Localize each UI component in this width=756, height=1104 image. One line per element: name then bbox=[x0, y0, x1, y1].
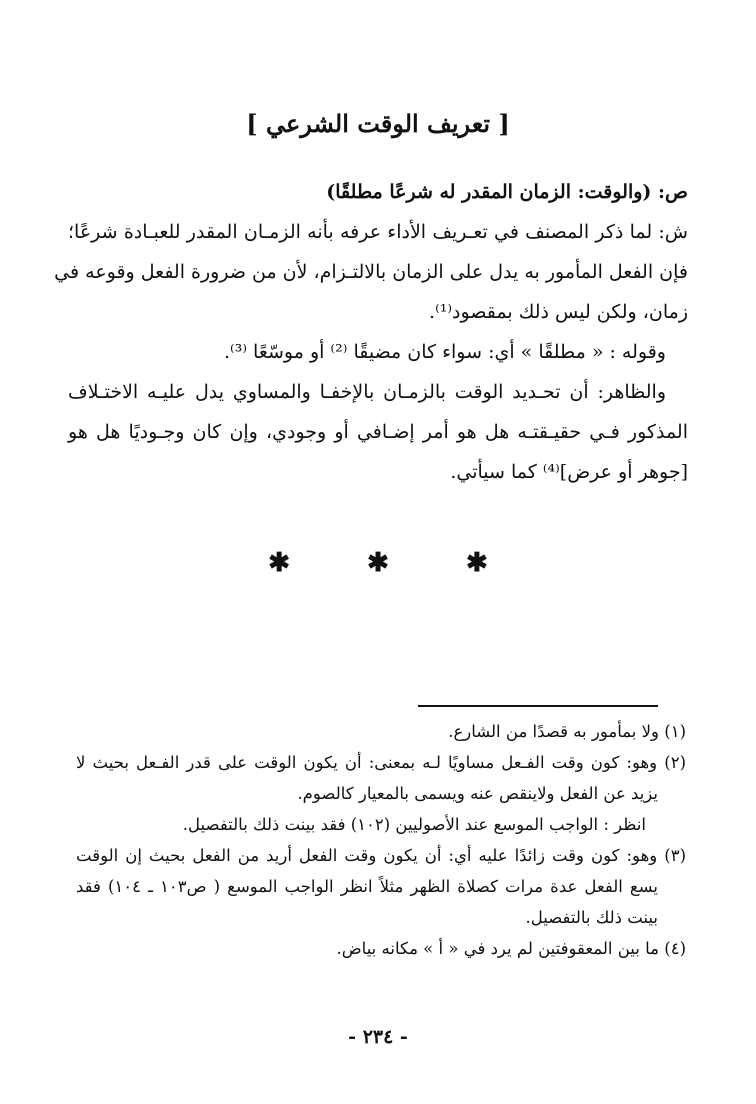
asterisk-icon: ✱ bbox=[465, 548, 488, 578]
text-line: المذكور فـي حقيـقتـه هل هو أمر إضـافي أو وجودي، وإن كان وجـوديًا هل هو bbox=[68, 421, 688, 443]
section-heading: [ تعريف الوقت الشرعي ] bbox=[246, 109, 510, 138]
page-number: - ٢٣٤ - bbox=[348, 1026, 408, 1048]
footnote-divider bbox=[418, 705, 658, 707]
text-line: والظاهر: أن تحـديد الوقت بالزمـان بالإخفـا والمساوي يدل عليـه الاختـلاف bbox=[68, 381, 666, 403]
footnote-line: انظر : الواجب الموسع عند الأصوليين (١٠٢) فقد بينت ذلك بالتفصيل. bbox=[182, 815, 646, 834]
footnotes bbox=[76, 716, 686, 964]
section-separator bbox=[0, 548, 756, 578]
text-line: فإن الفعل المأمور به يدل على الزمان بالالتـزام، لأن من ضرورة الفعل وقوعه في bbox=[54, 261, 688, 283]
text-line: ش: لما ذكر المصنف في تعـريف الأداء عرفه بأنه الزمـان المقدر للعبـادة شرعًا؛ bbox=[68, 221, 688, 243]
footnote-line: يزيد عن الفعل ولاينقص عنه ويسمى بالمعيار كالصوم. bbox=[297, 784, 658, 803]
footnote-line: يسع الفعل عدة مرات كصلاة الظهر مثلاً انظر الواجب الموسع ( ص١٠٣ ـ ١٠٤) فقد bbox=[76, 877, 658, 896]
footnote-line: (٣) وهو: كون وقت زائدًا عليه أي: أن يكون وقت الفعل أريد من الفعل بحيث إن الوقت bbox=[76, 846, 686, 865]
footnote-line: (١) ولا بمأمور به قصدًا من الشارع. bbox=[448, 722, 686, 741]
text-line: وقوله : « مطلقًا » أي: سواء كان مضيقًا ⁽²⁾ أو موسّعًا ⁽³⁾. bbox=[223, 341, 666, 363]
main-text bbox=[54, 172, 688, 492]
footnote-line: (٢) وهو: كون وقت الفـعل مساويًا لـه بمعنى: أن يكون الوقت على قدر الفـعل بحيث لا bbox=[76, 753, 686, 772]
asterisk-icon: ✱ bbox=[268, 548, 291, 578]
text-line: [جوهر أو عرض]⁽⁴⁾ كما سيأتي. bbox=[450, 461, 688, 483]
text-line: زمان، ولكن ليس ذلك بمقصود⁽¹⁾. bbox=[429, 301, 688, 323]
asterisk-icon: ✱ bbox=[367, 548, 389, 578]
text-line: ص: (والوقت: الزمان المقدر له شرعًا مطلقًا) bbox=[326, 181, 688, 203]
footnote-line: بينت ذلك بالتفصيل. bbox=[525, 908, 658, 927]
footnote-line: (٤) ما بين المعقوفتين لم يرد في « أ » مكانه بياض. bbox=[336, 939, 686, 958]
